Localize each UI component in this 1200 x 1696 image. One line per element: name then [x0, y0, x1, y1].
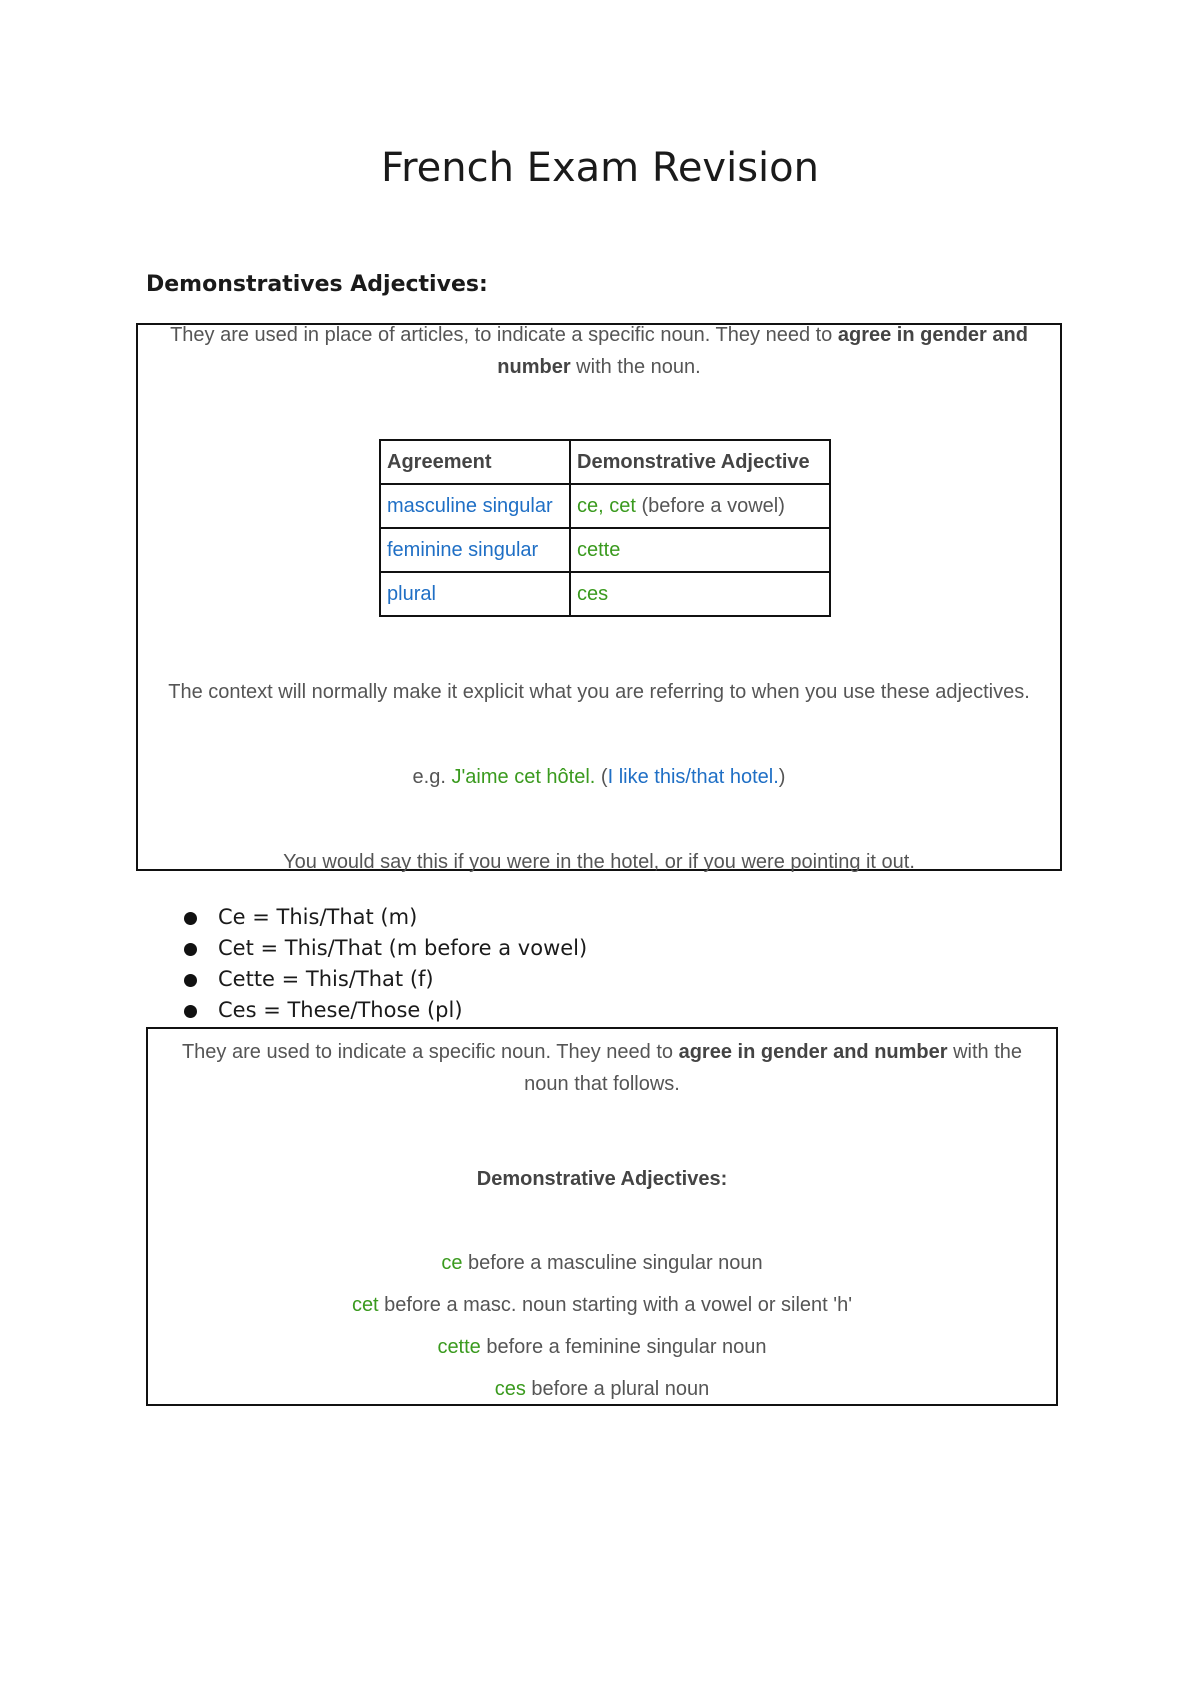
bullet-icon — [184, 1005, 197, 1018]
intro-paragraph — [138, 319, 1060, 383]
list-item — [180, 933, 587, 964]
rule-text: before a feminine singular noun — [480, 1336, 767, 1358]
adjective-form: ce, cet — [577, 494, 636, 517]
example-paren-close: ) — [778, 766, 786, 788]
summary-intro — [148, 1036, 1056, 1100]
adjective-form: cette — [577, 538, 621, 561]
bullet-icon — [184, 974, 197, 987]
example-english: I like this/that hotel. — [607, 766, 779, 788]
bullet-icon — [184, 943, 197, 956]
context-paragraph: The context will normally make it explicit what you are referring to when you use these adjectives. — [168, 681, 1030, 703]
rule-text: before a masc. noun starting with a vowel or silent 'h' — [378, 1294, 853, 1316]
table-header-cell: Agreement — [380, 440, 570, 484]
summary-intro-line2: noun that follows. — [524, 1073, 680, 1095]
rule-word: cette — [437, 1336, 481, 1358]
agreement-cell: plural — [380, 572, 570, 616]
list-item-text: Ces = These/Those (pl) — [218, 998, 463, 1022]
table-header-row — [380, 440, 830, 484]
rule-line — [148, 1373, 1056, 1405]
list-item-text: Cet = This/That (m before a vowel) — [218, 936, 588, 960]
section-heading: Demonstratives Adjectives: — [146, 272, 488, 297]
example-paragraph — [138, 761, 1060, 793]
summary-box — [146, 1027, 1058, 1406]
list-item-text: Ce = This/That (m) — [218, 905, 418, 929]
intro-bold-text-2: number — [497, 356, 571, 378]
example-paren-open: ( — [595, 766, 608, 788]
table-row — [380, 484, 830, 528]
agreement-table — [379, 439, 831, 617]
summary-subheading: Demonstrative Adjectives: — [476, 1168, 728, 1190]
rule-line — [148, 1289, 1056, 1321]
adjective-note: (before a vowel) — [635, 494, 785, 517]
rule-word: ces — [494, 1378, 526, 1400]
adjective-cell — [570, 572, 830, 616]
note-paragraph: You would say this if you were in the hotel, or if you were pointing it out. — [283, 851, 915, 873]
rule-line — [148, 1331, 1056, 1363]
adjective-cell — [570, 528, 830, 572]
list-item-text: Cette = This/That (f) — [218, 967, 434, 991]
list-item — [180, 902, 587, 933]
example-prefix: e.g. — [412, 766, 452, 788]
rule-line — [148, 1247, 1056, 1279]
bullet-icon — [184, 912, 197, 925]
table-row — [380, 572, 830, 616]
summary-intro-bold: agree in gender and number — [678, 1041, 948, 1063]
page-title: French Exam Revision — [381, 145, 819, 191]
adjective-form: ces — [577, 582, 609, 605]
intro-end-text: with the noun. — [570, 356, 701, 378]
summary-intro-text: They are used to indicate a specific noun. They need to — [181, 1041, 679, 1063]
list-item — [180, 964, 587, 995]
explanation-box — [136, 323, 1062, 871]
intro-bold-text: agree in gender and — [837, 324, 1028, 346]
rule-text: before a masculine singular noun — [462, 1252, 763, 1274]
table-row — [380, 528, 830, 572]
adjective-cell — [570, 484, 830, 528]
intro-text: They are used in place of articles, to indicate a specific noun. They need to — [170, 324, 838, 346]
rule-text: before a plural noun — [525, 1378, 710, 1400]
rule-word: cet — [351, 1294, 379, 1316]
agreement-cell: feminine singular — [380, 528, 570, 572]
list-item — [180, 995, 587, 1026]
agreement-cell: masculine singular — [380, 484, 570, 528]
example-french: J'aime cet hôtel. — [451, 766, 596, 788]
summary-intro-end: with the — [947, 1041, 1023, 1063]
bullet-list — [180, 902, 587, 1026]
table-header-cell: Demonstrative Adjective — [570, 440, 830, 484]
rule-word: ce — [441, 1252, 463, 1274]
